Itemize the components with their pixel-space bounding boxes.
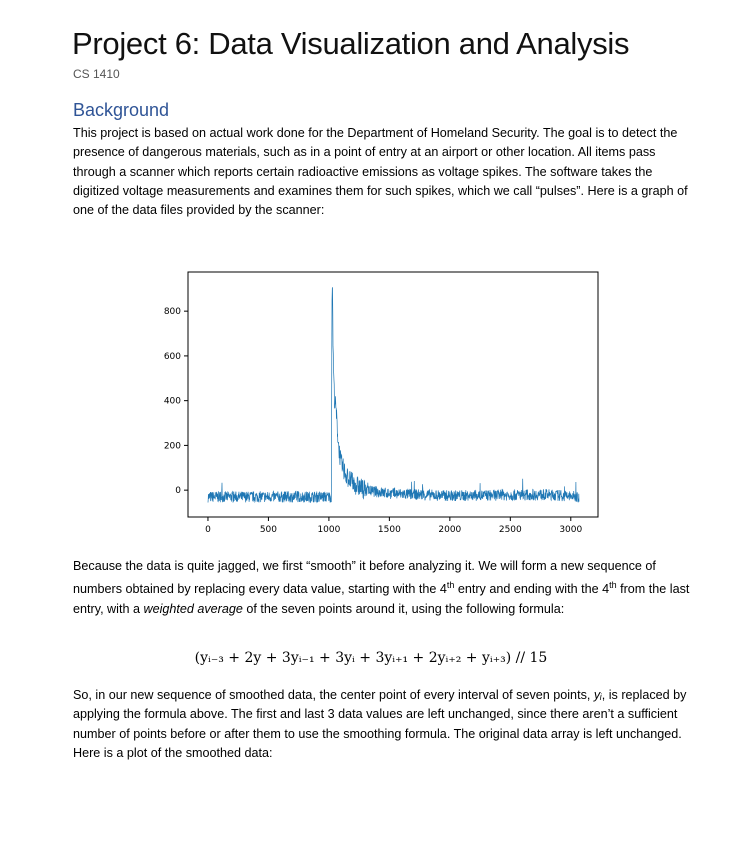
smoothing-paragraph — [73, 557, 693, 619]
text: Because the data is quite jagged, we first “smooth” it before analyzing it. We will form a new sequence of numbers obtained by replacing every data value, starting with the 4 — [73, 559, 656, 597]
series-line-voltage — [208, 287, 579, 502]
x-tick-label: 3000 — [559, 525, 583, 535]
emphasis: weighted average — [143, 601, 243, 616]
y-tick-label: 600 — [163, 351, 181, 362]
explanation-paragraph — [73, 686, 693, 763]
y-tick-label: 400 — [163, 396, 181, 407]
text: , is replaced by applying the formula above. The first and last 3 data values are left unchanged, since there aren’t a sufficient number of points before or after them to use the smoothing formula. The original data array is left unchanged. Here is a plot of the smoothed data: — [73, 688, 687, 760]
raw-data-chart — [140, 262, 610, 537]
y-tick-label: 800 — [163, 307, 181, 318]
text: So, in our new sequence of smoothed data, the center point of every interval of seven points, — [73, 688, 594, 702]
plot-frame — [188, 272, 598, 517]
smoothing-formula: (yᵢ₋₃ + 2y + 3yᵢ₋₁ + 3yᵢ + 3yᵢ₊₁ + 2yᵢ₊₂ + yᵢ₊₃) // 15 — [194, 650, 548, 666]
x-tick-label: 2500 — [498, 525, 522, 535]
x-tick-label: 1000 — [317, 525, 341, 535]
x-tick-label: 2000 — [438, 525, 462, 535]
y-tick-label: 200 — [163, 441, 181, 452]
page-title: Project 6: Data Visualization and Analysis — [72, 26, 630, 61]
y-tick-label: 0 — [175, 486, 181, 497]
x-tick-label: 500 — [259, 525, 278, 535]
x-tick-label: 0 — [205, 525, 211, 535]
superscript: th — [446, 580, 455, 591]
text: from the last entry, with a — [73, 582, 690, 616]
section-heading-background: Background — [73, 100, 170, 120]
text: entry and ending with the 4 — [454, 582, 610, 597]
course-code: CS 1410 — [73, 67, 120, 81]
intro-paragraph: This project is based on actual work done for the Department of Homeland Security. The goal is to detect the presence of dangerous materials, such as in a point of entry at an airport or other location. All items pass through a scanner which reports certain radioactive emissions as voltage spikes. The software takes the digitized voltage measurements and examines them for such spikes, which we call “pulses”. Here is a graph of one of the data files provided by the scanner: — [73, 126, 688, 218]
text: of the seven points around it, using the following formula: — [242, 601, 565, 616]
x-tick-label: 1500 — [377, 525, 401, 535]
variable: yᵢ — [593, 688, 602, 702]
superscript: th — [609, 580, 617, 591]
